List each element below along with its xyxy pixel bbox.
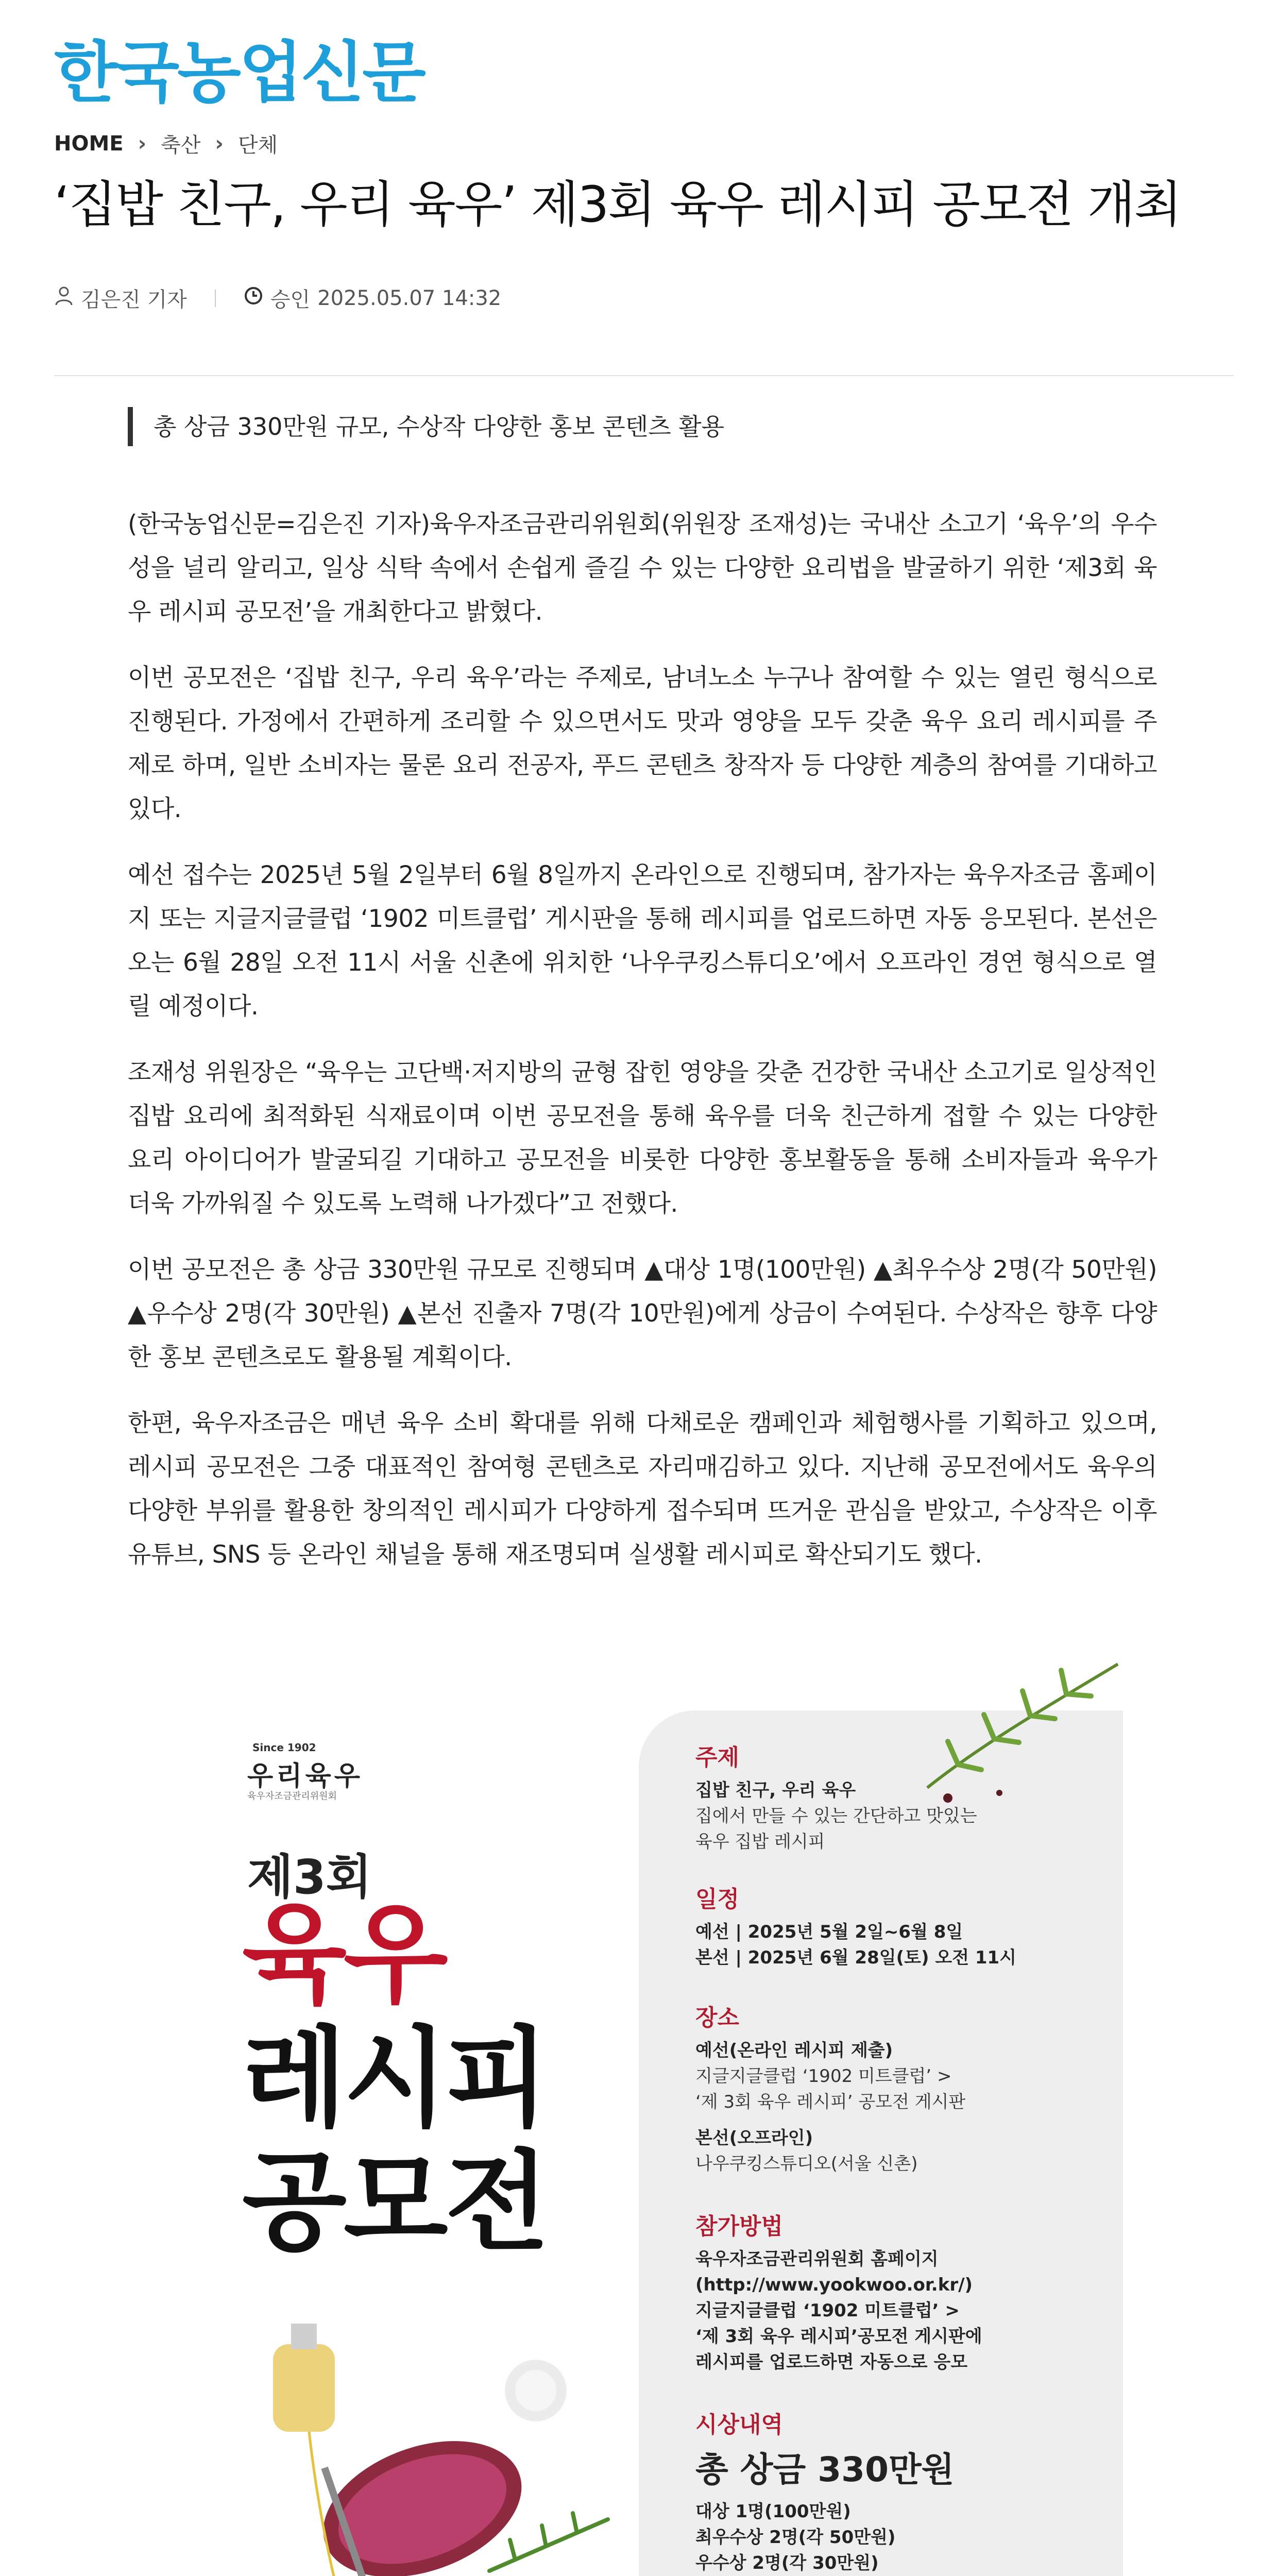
article-paragraph: 이번 공모전은 총 상금 330만원 규모로 진행되며 ▲대상 1명(100만원) ▲최우수상 2명(각 50만원) ▲우수상 2명(각 30만원) ▲본선 진출자 7명(각 10만원)에게 상금이 수여된다. 수상작은 향후 다양한 홍보 콘텐츠로도 활용될 계획이다. [128,1256,1157,1371]
poster-schedule-item: 본선 | 2025년 6월 28일(토) 오전 11시 [695,1947,1017,1968]
article-paragraph: (한국농업신문=김은진 기자)육우자조금관리위원회(위원장 조재성)는 국내산 소고기 ‘육우’의 우수성을 널리 알리고, 일상 식탁 속에서 손쉽게 즐길 수 있는 다양한 요리법을 발굴하기 위한 ‘제3회 육우 레시피 공모전’을 개최한다고 밝혔다. [128,510,1157,626]
poster-place-desc: 지글지글클럽 ‘1902 미트클럽’ > [695,2066,952,2087]
article-summary: 총 상금 330만원 규모, 수상작 다양한 홍보 콘텐츠 활용 [128,407,1184,446]
chevron-right-icon: › [215,131,224,156]
article-paragraph: 예선 접수는 2025년 5월 2일부터 6월 8일까지 온라인으로 진행되며, 참가자는 육우자조금 홈페이지 또는 지글지글클럽 ‘1902 미트클럽’ 게시판을 통해 레시피를 업로드하면 자동 응모된다. 본선은 오는 6월 28일 오전 11시 서울 신촌에 위치한 ‘나우쿠킹스튜디오’에서 오프라인 경연 형식으로 열릴 예정이다. [128,861,1157,1021]
poster-title-line3: 공모전 [242,2139,547,2265]
poster-brand-sub: 육우자조금관리위원회 [247,1791,337,1802]
byline-divider [215,290,216,307]
breadcrumb-section[interactable]: 축산 [161,133,201,157]
breadcrumb-home[interactable]: HOME [54,131,124,156]
poster-prize-item: 최우수상 2명(각 50만원) [695,2527,896,2548]
article-paragraph: 한편, 육우자조금은 매년 육우 소비 확대를 위해 다채로운 캠페인과 체험행사를 기획하고 있으며, 레시피 공모전은 그중 대표적인 참여형 콘텐츠로 자리매김하고 있다. 지난해 공모전에서도 육우의 다양한 부위를 활용한 창의적인 레시피가 다양하게 접수되며 뜨거운 관심을 받았고, 수상작은 이후 유튜브, SNS 등 온라인 채널을 통해 재조명되며 실생활 레시피로 확산되기도 했다. [128,1409,1157,1569]
approved-label: 승인 [270,288,311,312]
poster-place-desc: 나우쿠킹스튜디오(서울 신촌) [695,2154,918,2174]
rosemary-icon [917,1654,1123,1808]
poster-schedule-heading: 일정 [695,1886,740,1912]
chevron-right-icon: › [138,131,147,156]
byline-author[interactable]: 김은진 기자 [81,288,187,312]
text-fade-overlay [128,1592,1158,1643]
user-icon [54,285,74,311]
poster-brand-since: Since 1902 [252,1741,316,1754]
poster-theme-desc: 집에서 만들 수 있는 간단하고 맛있는 [695,1806,977,1826]
poster-how-line: 육우자조금관리위원회 홈페이지 [695,2249,939,2269]
article-title: ‘집밥 친구, 우리 육우’ 제3회 육우 레시피 공모전 개최 [54,176,1181,233]
poster-round: 제3회 [247,1850,372,1905]
poster-how-line: (http://www.yookwoo.or.kr/) [695,2275,973,2295]
poster-place-title: 본선(오프라인) [695,2128,813,2148]
poster-theme-desc: 육우 집밥 레시피 [695,1832,825,1852]
poster-how-line: ‘제 3회 육우 레시피’공모전 게시판에 [695,2326,982,2347]
poster-how-heading: 참가방법 [695,2213,784,2240]
poster-place-desc: ‘제 3회 육우 레시피’ 공모전 게시판 [695,2092,966,2112]
article-paragraph: 이번 공모전은 ‘집밥 친구, 우리 육우’라는 주제로, 남녀노소 누구나 참여할 수 있는 열린 형식으로 진행된다. 가정에서 간편하게 조리할 수 있으면서도 맛과 영양을 모두 갖춘 육우 요리 레시피를 주제로 하며, 일반 소비자는 물론 요리 전공자, 푸드 콘텐츠 창작자 등 다양한 계층의 참여를 기대하고 있다. [128,664,1157,823]
article-paragraph: 조재성 위원장은 “육우는 고단백·저지방의 균형 잡힌 영양을 갖춘 건강한 국내산 소고기로 일상적인 집밥 요리에 최적화된 식재료이며 이번 공모전을 통해 육우를 더욱 친근하게 접할 수 있는 다양한 요리 아이디어가 발굴되길 기대하고 공모전을 비롯한 다양한 홍보활동을 통해 소비자들과 육우가 더욱 가까워질 수 있도록 노력해 나가겠다”고 전했다. [128,1058,1157,1218]
poster-brand: 우리육우 [247,1761,363,1792]
clock-icon [244,286,263,311]
poster-prize-heading: 시상내역 [695,2412,784,2438]
poster-prize-item: 우수상 2명(각 30만원) [695,2553,879,2573]
article-byline [54,283,501,313]
header-divider [54,375,1234,376]
approved-datetime: 2025.05.07 14:32 [317,286,502,310]
poster-place-title: 예선(온라인 레시피 제출) [695,2040,893,2061]
poster-theme-heading: 주제 [695,1744,740,1771]
breadcrumb-subsection[interactable]: 단체 [237,133,278,157]
poster-prize-item: 대상 1명(100만원) [695,2501,851,2522]
site-logo[interactable]: 한국농업신문 [54,35,424,111]
article-body [128,502,1157,1599]
poster-place-heading: 장소 [695,2005,740,2031]
poster-theme-title: 집밥 친구, 우리 육우 [695,1780,856,1801]
recipe-contest-poster [155,1654,1123,2576]
poster-prize-total: 총 상금 330만원 [695,2450,955,2489]
grill-pan-steak-illustration [155,2313,649,2576]
poster-schedule-item: 예선 | 2025년 5월 2일~6월 8일 [695,1922,963,1942]
poster-how-line: 레시피를 업로드하면 자동으로 응모 [695,2352,968,2372]
poster-how-line: 지글지글클럽 ‘1902 미트클럽’ > [695,2300,960,2321]
poster-title-line2: 레시피 [242,2015,547,2142]
breadcrumb [54,129,278,158]
poster-title-line1: 육우 [242,1892,445,2018]
